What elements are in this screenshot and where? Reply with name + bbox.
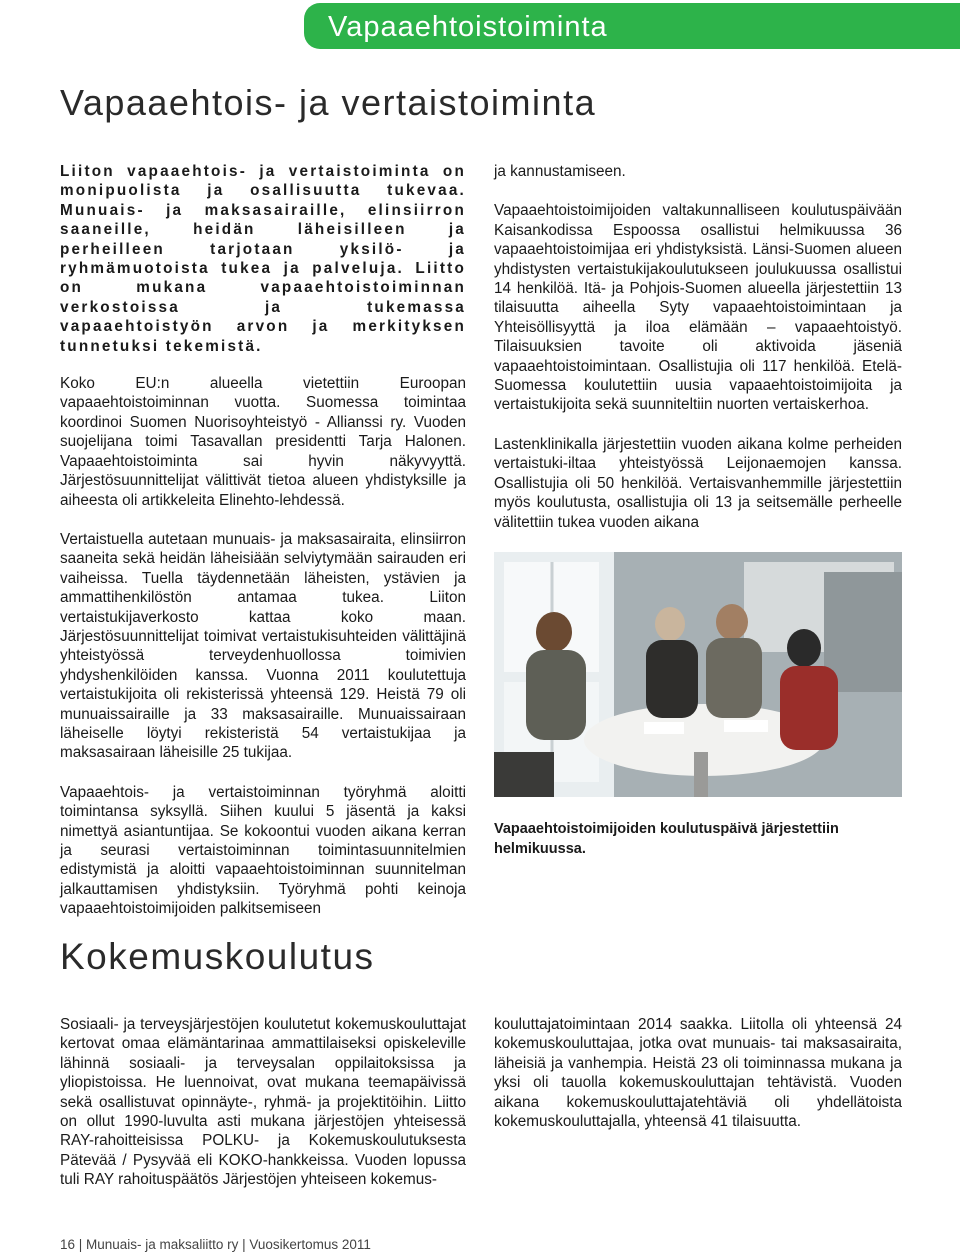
- left-column: [60, 162, 466, 939]
- section-tab: Vapaaehtoistoiminta: [304, 3, 960, 49]
- paragraph: Vertaistuella autetaan munuais- ja maksasairaita, elinsiirron saaneita sekä heidän läheisiään selviytymään sairauden eri vaiheissa. Tuella täydennetään läheisten, ystävien ja ammattihenkilöstön antamaa tukea. Liiton vertaistukijaverkosto kattaa koko maan. Järjestösuunnittelijat toimivat vertaistukisuhteiden välittäjinä yhteistyössä terveydenhuollossa toimivien yhdyshenkilöiden kanssa. Vuonna 2011 koulutettuja vertaistukijoita oli rekisterissä yhteensä 129. Heistä 79 oli munuaissairaille ja 33 maksasairaille. Munuaissairaan läheiselle löytyi rekisteristä 54 vertaistukijaa ja maksasairaan läheisille 25 tukijaa.: [60, 530, 466, 762]
- right-column: [494, 162, 902, 859]
- paragraph: Vapaaehtois- ja vertaistoiminnan työryhmä aloitti toimintansa syksyllä. Siihen kuului 5 jäsentä ja kaksi nimettyä asiantuntijaa. Se kokoontui vuoden aikana kerran ja seurasi vertaistoiminnan toimintasuunnitelmien edistymistä ja aloitti vapaaehtoistoiminnan suunnitelman jalkauttamisen yhdistyksiin. Työryhmä pohti keinoja vapaaehtoistoimijoiden palkitsemiseen: [60, 783, 466, 918]
- photo-caption: Vapaaehtoistoimijoiden koulutuspäivä järjestettiin helmikuussa.: [494, 820, 839, 857]
- page-title: Vapaaehtois- ja vertaistoiminta: [60, 82, 597, 123]
- paragraph: Koko EU:n alueella vietettiin Euroopan vapaaehtoistoiminnan vuotta. Suomessa toimintaa koordinoi Suomen Nuorisoyhteistyö - Allianssi ry. Vuoden suojelijana toimi Tasavallan presidentti Tarja Halonen. Vapaaehtoistoiminta sai hyvin näkyvyyttä. Järjestösuunnittelijat välittivät tietoa alueen yhdistyksille ja aiheesta oli artikkeleita Elinehto-lehdessä.: [60, 375, 466, 509]
- lead-paragraph: Liiton vapaaehtois- ja vertaistoiminta on monipuolista ja osallisuutta tukevaa. Munuais- ja maksasairaille, elinsiirron saaneille, heidän läheisilleen ja perheilleen tarjotaan yksilö- ja ryhmämuotoista tukea ja palveluja. Liitto on mukana vapaaehtoistoiminnan verkostoissa ja tukemassa vapaaehtoistyön arvon ja merkityksen tunnetuksi tekemistä.: [60, 163, 466, 355]
- training-day-photo: [494, 552, 902, 797]
- paragraph: Sosiaali- ja terveysjärjestöjen koulutetut kokemuskouluttajat kertovat omaa elämäntarinaa ammattilaiseksi opiskeleville lähinnä sosiaali- ja terveysalan oppilaitoksissa ja yliopistoissa. He luennoivat, ovat mukana teemapäivissä sekä osallistuvat opinnäyte-, ryhmä- ja projektitöihin. Liitto on ollut 1990-luvulta asti mukana järjestöjen yhteisessä RAY-rahoitteisissa POLKU- ja Kokemuskoulutuksesta Pätevää / Pysyvää eli KOKO-hankkeissa. Vuoden lopussa tuli RAY rahoituspäätös Järjestöjen yhteiseen kokemus-: [60, 1016, 466, 1189]
- paragraph: kouluttajatoimintaan 2014 saakka. Liitolla oli yhteensä 24 kokemuskouluttajaa, jotka ovat munuais- tai maksasairaita, läheisiä ja vanhempia. Heistä 23 oli toiminnassa mukana ja yksi oli tauolla kokemuskouluttajan tehtävistä. Vuoden aikana kokemuskouluttajatehtäviä oli yhdellätoista kokemuskouluttajalla, yhteensä 41 tilaisuutta.: [494, 1016, 902, 1131]
- paragraph: Lastenklinikalla järjestettiin vuoden aikana kolme perheiden vertaistuki-iltaa yhteistyössä Leijonaemojen kanssa. Osallistujia oli 50 henkilöä. Vertaisvanhemmille järjestettiin myös koulutusta, osallistujia oli 13 ja seitsemälle perheelle välitettiin tukea vuoden aikana: [494, 435, 902, 531]
- photo-illustration: [494, 552, 902, 797]
- right-column-2: [494, 1015, 902, 1151]
- left-column-2: [60, 1015, 466, 1210]
- section-title: Kokemuskoulutus: [60, 936, 375, 977]
- paragraph: ja kannustamiseen.: [494, 163, 626, 180]
- page-footer: 16 | Munuais- ja maksaliitto ry | Vuosikertomus 2011: [60, 1237, 371, 1252]
- paragraph: Vapaaehtoistoimijoiden valtakunnalliseen koulutuspäivään Kaisankodissa Espoossa osallistui helmikuussa 36 vapaaehtoistoimijaa eri yhdistyksistä. Länsi-Suomen alueen yhdistysten vertaistukijakoulutukseen joulukuussa osallistui 14 henkilöä. Itä- ja Pohjois-Suomen alueella järjestettiin 13 tilaisuutta aiheella Syty vapaaehtoistoimintaan ja Yhteisöllisyyttä ja iloa elämään – vapaaehtoistyö. Tilaisuuksien tavoite oli aktivoida jäseniä vapaaehtoistoimintaan. Osallistujia oli 117 henkilöä. Etelä-Suomessa koulutettiin uusia vapaaehtoistoimijoita ja vertaistukijoita sekä suunniteltiin nuorten vertaiskerhoa.: [494, 202, 902, 414]
